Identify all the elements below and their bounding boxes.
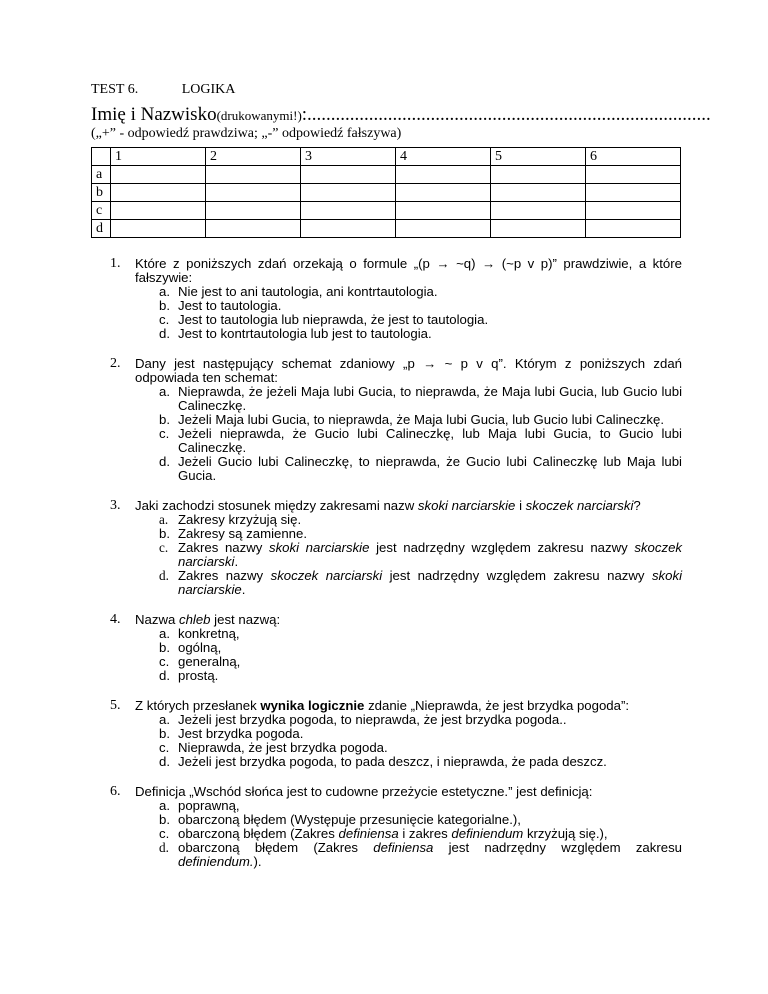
answer-cell[interactable] [111,202,206,220]
option-text: i zakres [398,826,452,841]
question-number: 2. [110,356,121,371]
option-term: skoki narciarskie [268,540,370,555]
option-text: Nieprawda, że jest brzydka pogoda. [178,740,388,755]
grid-column-header: 2 [206,148,301,166]
option-letter: b. [159,412,170,427]
option-letter: a. [159,798,170,813]
option-text: ). [253,854,262,869]
answer-grid [91,147,681,238]
option-letter: d. [159,326,170,341]
option-term: skoki narciarskie [178,568,682,597]
option-text: ogólną, [178,640,222,655]
answer-option [135,641,682,655]
answer-cell[interactable] [111,184,206,202]
option-text: generalną, [178,654,241,669]
stem-term: skoki narciarskie [417,498,516,513]
question [110,613,682,683]
answer-option [135,799,682,813]
answer-cell[interactable] [491,220,586,238]
answer-grid-header [92,148,681,166]
answer-option [135,427,682,455]
option-text: Nie jest to ani tautologia, ani kontrtautologia. [178,284,438,299]
stem-text: zdanie „Nieprawda, że jest brzydka pogoda”: [364,698,630,713]
stem-text: Z których przesłanek [135,698,261,713]
option-letter: c. [159,654,170,669]
option-letter: d. [159,568,169,583]
option-text: obarczoną błędem (Zakres [178,840,374,855]
option-term: definiendum. [178,854,254,869]
answer-option [135,713,682,727]
answer-grid-row [92,220,681,238]
option-text: Zakresy krzyżują się. [178,512,302,527]
answer-grid-row [92,184,681,202]
option-letter: a. [159,512,169,527]
answer-cell[interactable] [301,220,396,238]
stem-text: Nazwa [135,612,179,627]
question-stem: Które z poniższych zdań orzekają o formule „(p → ~q) → (~p v p)” prawdziwie, a które fałszywie: [135,256,682,285]
question-stem [135,499,682,513]
option-text: Jeżeli Maja lubi Gucia, to nieprawda, że Maja lubi Gucia, lub Gucio lubi Calineczkę. [178,412,664,427]
option-letter: b. [159,526,170,541]
option-text: Jest to tautologia lub nieprawda, że jest to tautologia. [178,312,489,327]
option-text: Nieprawda, że jeżeli Maja lubi Gucia, to nieprawda, że Maja lubi Gucia, lub Gucio lubi Calineczkę. [178,384,682,413]
question-number: 6. [110,784,121,799]
answer-option [135,413,682,427]
option-term: definiensa [373,840,434,855]
option-text: Jeżeli jest brzydka pogoda, to nieprawda, że jest brzydka pogoda.. [178,712,567,727]
grid-row-label: c [92,202,111,220]
answer-option [135,813,682,827]
option-text: Zakres nazwy [178,540,269,555]
answer-grid-row [92,202,681,220]
option-text: Jeżeli jest brzydka pogoda, to pada deszcz, i nieprawda, że pada deszcz. [178,754,607,769]
grid-row-label: b [92,184,111,202]
option-letter: c. [159,312,170,327]
answer-option [135,527,682,541]
option-letter: d. [159,668,170,683]
option-term: definiendum [451,826,524,841]
option-text: Jeżeli nieprawda, że Gucio lubi Calineczkę, lub Maja lubi Gucia, to Gucio lubi Calineczkę. [178,426,682,455]
answer-option [135,655,682,669]
grid-row-label: d [92,220,111,238]
answer-option [135,741,682,755]
answer-option [135,313,682,327]
option-text: jest nadrzędny względem zakresu nazwy [382,568,652,583]
answer-cell[interactable] [586,166,681,184]
option-letter: a. [159,712,170,727]
answer-cell[interactable] [586,202,681,220]
answer-option [135,727,682,741]
answer-cell[interactable] [206,220,301,238]
option-letter: b. [159,812,170,827]
answer-cell[interactable] [396,220,491,238]
answer-option [135,569,682,597]
option-term: skoczek narciarski [270,568,383,583]
option-text: . [234,554,239,569]
option-letter: d. [159,840,169,855]
option-letter: b. [159,726,170,741]
stem-text: jest nazwą: [210,612,281,627]
answer-cell[interactable] [491,166,586,184]
option-text: jest nadrzędny względem zakresu nazwy [369,540,635,555]
answer-option [135,285,682,299]
answer-cell[interactable] [301,202,396,220]
option-text: . [241,582,246,597]
answer-option [135,827,682,841]
answer-option [135,327,682,341]
question-stem: Definicja „Wschód słońca jest to cudowne przeżycie estetyczne.” jest definicją: [135,784,593,799]
answer-option [135,513,682,527]
answer-option [135,385,682,413]
answer-cell[interactable] [206,202,301,220]
answer-option [135,541,682,569]
answer-option [135,841,682,869]
answer-cell[interactable] [301,184,396,202]
grid-row-label: a [92,166,111,184]
grid-column-header: 1 [111,148,206,166]
question-stem: Dany jest następujący schemat zdaniowy „p → ~ p v q”. Którym z poniższych zdań odpowiada ten schemat: [135,356,682,385]
question-number: 1. [110,256,121,271]
answer-legend: („+” - odpowiedź prawdziwa; „-” odpowiedź fałszywa) [91,126,402,141]
answer-cell[interactable] [586,184,681,202]
question-number: 5. [110,698,121,713]
question-stem [135,699,682,713]
question [110,785,682,869]
option-text: poprawną, [178,798,240,813]
option-text: Jest to tautologia. [178,298,282,313]
stem-text: Jaki zachodzi stosunek między zakresami nazw [135,498,418,513]
question [110,357,682,483]
grid-column-header: 6 [586,148,681,166]
option-term: definiensa [338,826,399,841]
answer-cell[interactable] [206,184,301,202]
grid-column-header: 3 [301,148,396,166]
option-text: Jest brzydka pogoda. [178,726,304,741]
answer-option [135,669,682,683]
stem-emphasis: wynika logicznie [260,698,365,713]
option-text: Zakres nazwy [178,568,271,583]
option-letter: a. [159,626,170,641]
answer-option [135,455,682,483]
answer-cell[interactable] [111,220,206,238]
answer-option [135,755,682,769]
option-letter: c. [159,740,170,755]
grid-corner [92,148,111,166]
question-stem [135,613,682,627]
option-text: prostą. [178,668,219,683]
answer-cell[interactable] [206,166,301,184]
test-header [91,82,275,98]
test-subject: LOGIKA [181,82,236,97]
answer-cell[interactable] [491,202,586,220]
question-list [110,257,682,885]
option-text: Zakresy są zamienne. [178,526,307,541]
answer-cell[interactable] [396,166,491,184]
option-letter: a. [159,284,170,299]
option-text: Jeżeli Gucio lubi Calineczkę, to nieprawda, że Gucio lubi Calineczkę lub Maja lubi Gucia. [178,454,682,483]
answer-cell[interactable] [586,220,681,238]
question [110,499,682,597]
option-letter: b. [159,640,170,655]
option-letter: d. [159,754,170,769]
answer-cell[interactable] [396,184,491,202]
option-term: skoczek narciarski [178,540,682,569]
test-number: TEST 6. [91,82,139,97]
grid-column-header: 4 [396,148,491,166]
stem-term: skoczek narciarski [525,498,634,513]
option-letter: c. [159,540,169,555]
option-text: krzyżują się.), [523,826,608,841]
question [110,257,682,341]
answer-option [135,627,682,641]
answer-option [135,299,682,313]
name-dots: :..................................................................................... [301,104,711,125]
question-number: 4. [110,612,121,627]
stem-text: ? [633,498,641,513]
name-hint: (drukowanymi!) [216,108,302,123]
option-letter: b. [159,298,170,313]
stem-text: i [515,498,526,513]
answer-cell[interactable] [301,166,396,184]
option-text: obarczoną błędem (Zakres [178,826,339,841]
option-text: obarczoną błędem (Występuje przesunięcie kategorialne.), [178,812,521,827]
question-number: 3. [110,498,121,513]
option-text: Jest to kontrtautologia lub jest to tautologia. [178,326,432,341]
option-letter: d. [159,454,170,469]
answer-cell[interactable] [491,184,586,202]
option-letter: c. [159,826,170,841]
option-letter: c. [159,426,170,441]
option-text: konkretną, [178,626,240,641]
answer-cell[interactable] [111,166,206,184]
answer-grid-row [92,166,681,184]
name-label: Imię i Nazwisko [91,104,217,125]
question [110,699,682,769]
option-letter: a. [159,384,170,399]
grid-column-header: 5 [491,148,586,166]
answer-cell[interactable] [396,202,491,220]
stem-term: chleb [178,612,211,627]
name-line[interactable] [91,104,711,126]
option-text: jest nadrzędny względem zakresu [433,840,683,855]
